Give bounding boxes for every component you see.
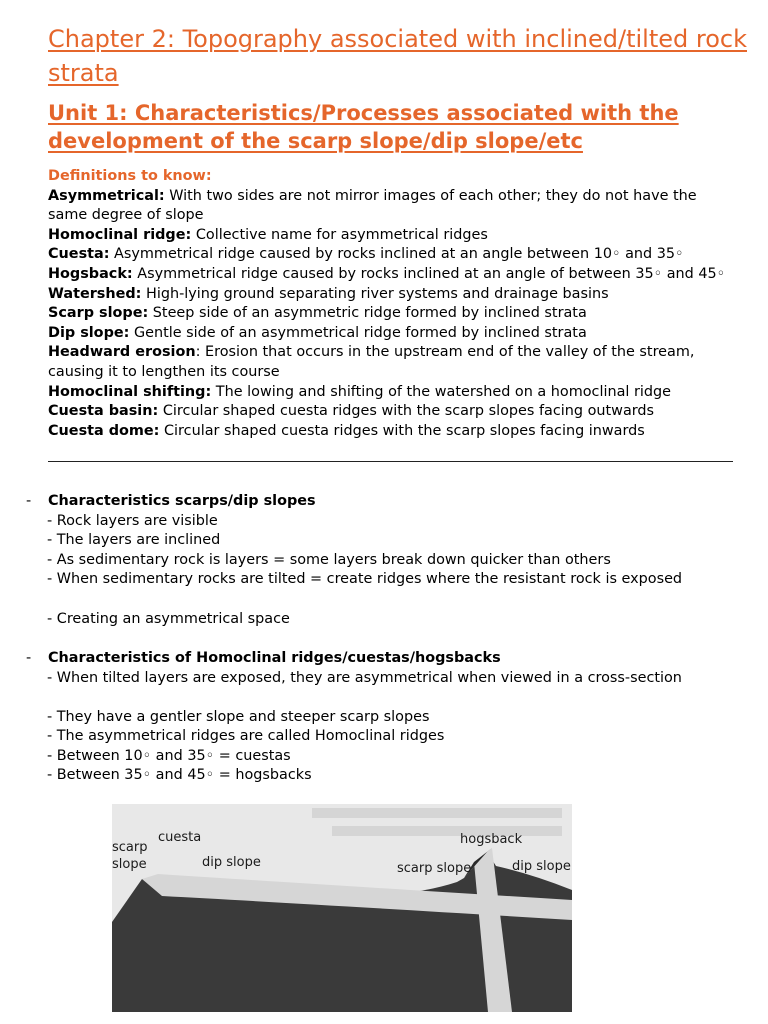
definitions-block <box>48 167 738 441</box>
definition-item <box>48 383 738 403</box>
definitions-list <box>48 187 738 442</box>
definition-term: Homoclinal ridge: <box>48 226 192 243</box>
definition-text: The lowing and shifting of the watershed on a homoclinal ridge <box>211 383 672 400</box>
label-dip-slope-right: dip slope <box>512 859 571 874</box>
section-title: Characteristics of Homoclinal ridges/cuestas/hogsbacks <box>48 650 501 666</box>
section-title: Characteristics scarps/dip slopes <box>48 493 316 509</box>
definition-term: Dip slope: <box>48 324 130 341</box>
definition-text: Asymmetrical ridge caused by rocks inclined at an angle of between 35◦ and 45◦ <box>132 265 726 282</box>
definition-item <box>48 245 738 265</box>
label-slope: slope <box>112 857 147 872</box>
bullet-dash: - <box>26 493 32 509</box>
definition-term: Homoclinal shifting: <box>48 383 212 400</box>
list-item: - Between 35◦ and 45◦ = hogsbacks <box>47 767 312 783</box>
definition-term: Headward erosion <box>48 344 196 361</box>
definition-term: Hogsback: <box>48 265 133 282</box>
label-dip-slope: dip slope <box>202 855 261 870</box>
bullet-dash: - <box>26 650 32 666</box>
list-item: - As sedimentary rock is layers = some layers break down quicker than others <box>47 552 611 568</box>
definition-text: : Erosion that occurs in the upstream end of the valley of the stream, causing it to lengthen its course <box>48 344 695 380</box>
definition-term: Watershed: <box>48 285 142 302</box>
definition-term: Cuesta dome: <box>48 422 160 439</box>
label-cuesta: cuesta <box>158 830 202 845</box>
definition-item <box>48 187 738 226</box>
definition-item <box>48 265 738 285</box>
definition-item <box>48 285 738 305</box>
definitions-heading: Definitions to know: <box>48 168 212 184</box>
definition-item <box>48 226 738 246</box>
chapter-title: Chapter 2: Topography associated with inclined/tilted rock strata <box>48 25 747 87</box>
definition-item <box>48 343 738 382</box>
definition-text: Steep side of an asymmetric ridge formed by inclined strata <box>148 305 587 322</box>
list-item: - Between 10◦ and 35◦ = cuestas <box>47 748 291 764</box>
definition-item <box>48 304 738 324</box>
definition-term: Cuesta basin: <box>48 403 159 420</box>
label-hogsback: hogsback <box>460 832 523 847</box>
definition-term: Scarp slope: <box>48 305 149 322</box>
definition-item <box>48 324 738 344</box>
definition-item <box>48 402 738 422</box>
list-item: - Rock layers are visible <box>47 513 218 529</box>
definition-item <box>48 422 738 442</box>
definition-text: Gentle side of an asymmetrical ridge formed by inclined strata <box>129 324 587 341</box>
definition-term: Cuesta: <box>48 246 110 263</box>
section-divider <box>48 461 733 462</box>
definition-text: Circular shaped cuesta ridges with the scarp slopes facing inwards <box>159 422 645 439</box>
list-item: - When tilted layers are exposed, they are asymmetrical when viewed in a cross-section <box>47 670 682 686</box>
unit-title: Unit 1: Characteristics/Processes associated with the development of the scarp slope/dip slope/etc <box>48 101 679 153</box>
list-item: - When sedimentary rocks are tilted = create ridges where the resistant rock is exposed <box>47 571 683 587</box>
list-item: - The layers are inclined <box>47 532 221 548</box>
definition-text: Circular shaped cuesta ridges with the scarp slopes facing outwards <box>158 403 655 420</box>
definition-text: With two sides are not mirror images of each other; they do not have the same degree of slope <box>48 187 697 224</box>
definition-text: High-lying ground separating river systems and drainage basins <box>141 285 609 302</box>
cross-section-figure <box>112 804 572 1012</box>
cross-section-diagram <box>112 804 572 1012</box>
definition-term: Asymmetrical: <box>48 187 165 204</box>
list-item: - Creating an asymmetrical space <box>47 611 290 627</box>
list-item: - The asymmetrical ridges are called Homoclinal ridges <box>47 728 445 744</box>
definition-text: Asymmetrical ridge caused by rocks inclined at an angle between 10◦ and 35◦ <box>109 246 684 263</box>
list-item: - They have a gentler slope and steeper scarp slopes <box>47 709 430 725</box>
label-scarp: scarp <box>112 840 148 855</box>
definition-text: Collective name for asymmetrical ridges <box>191 226 488 243</box>
label-scarp-slope: scarp slope <box>397 861 472 876</box>
